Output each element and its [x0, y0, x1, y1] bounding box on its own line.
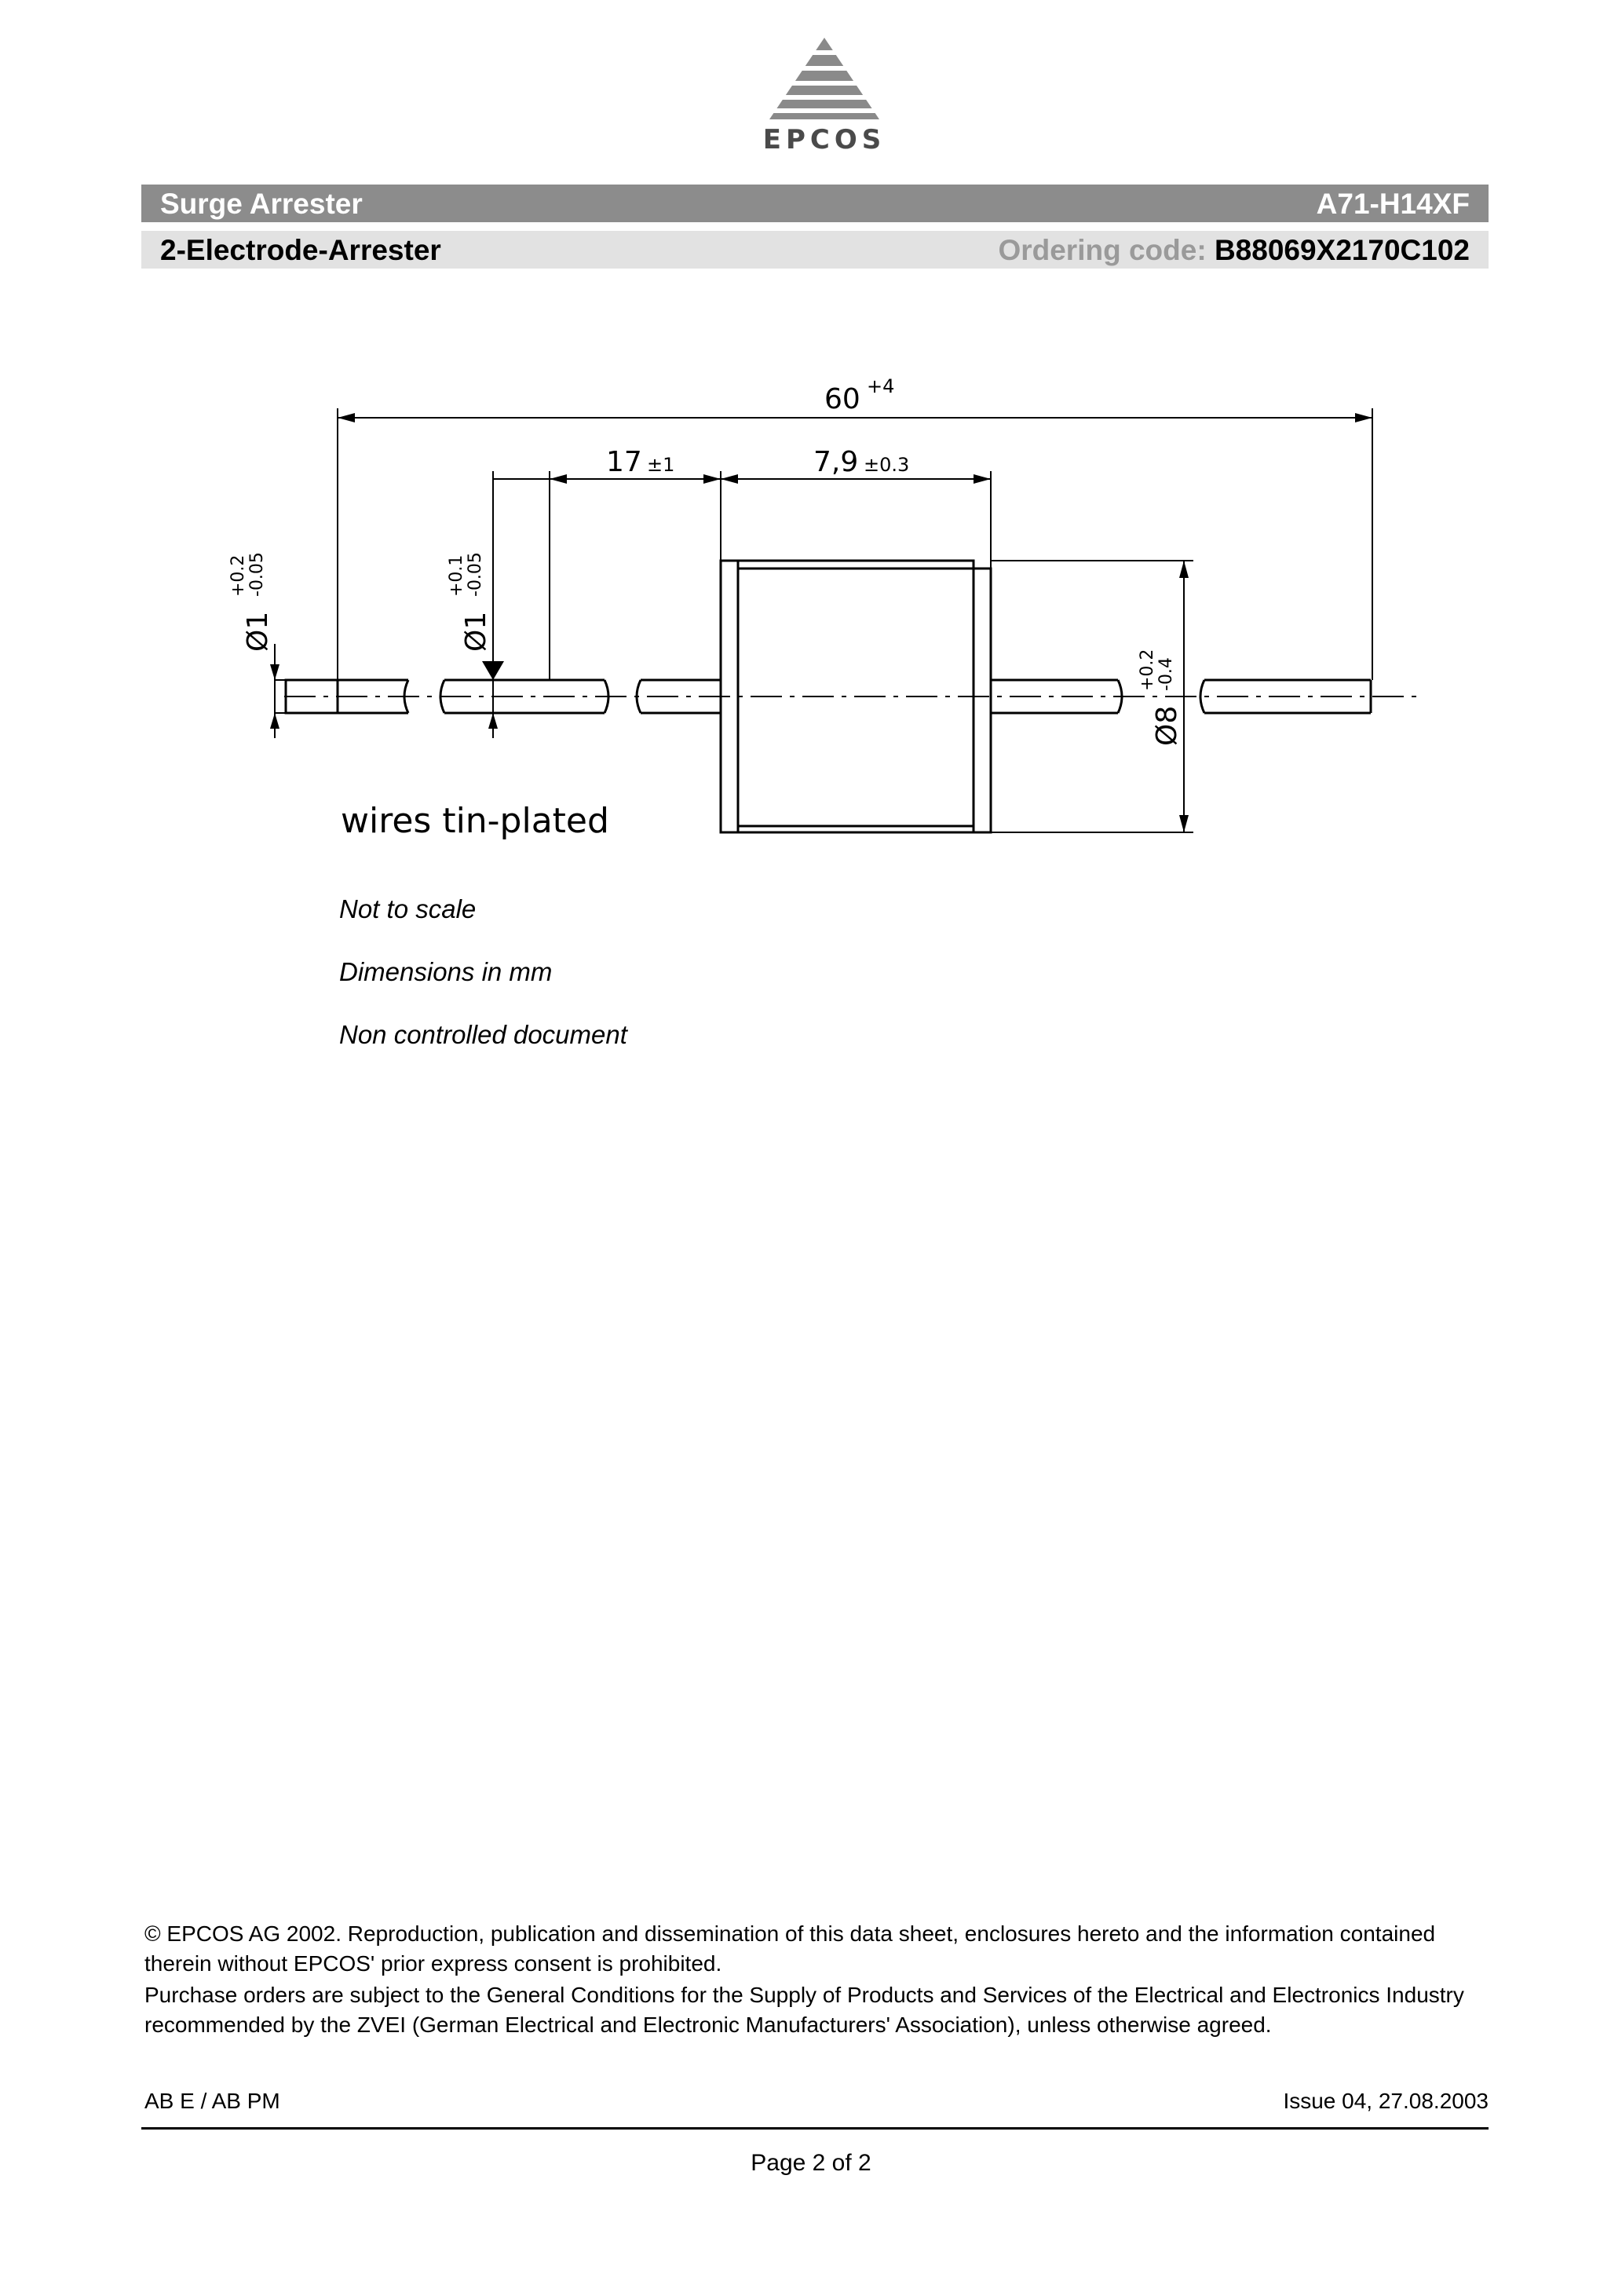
dim-dia-wire1-tol-lower: -0.05 [247, 552, 267, 597]
department-code: AB E / AB PM [144, 2089, 280, 2113]
end-cap-right [974, 569, 991, 832]
note-non-controlled: Non controlled document [339, 1020, 627, 1049]
note-dimensions: Dimensions in mm [339, 957, 553, 986]
dim-body-tolerance: ±0.3 [864, 454, 910, 476]
copyright-text: © EPCOS AG 2002. Reproduction, publication and dissemination of this data sheet, enclosures hereto and the information contained therein without EPCOS' prior express consent is prohibited. [144, 1921, 1436, 1976]
purchase-conditions-text: Purchase orders are subject to the General Conditions for the Supply of Products and Services of the Electrical and Electronics Industry recommended by the ZVEI (German Electrical and Electronic Manufacturers' Association), unless otherwise agreed. [144, 1983, 1464, 2037]
dim-dia-body-tol-lower: -0.4 [1156, 657, 1176, 691]
ordering-code-value: B88069X2170C102 [1214, 234, 1470, 266]
dim-dia-wire1-value: Ø1 [242, 611, 274, 652]
dim-total-tolerance: +4 [867, 375, 895, 397]
dim-dia-wire1-tol-upper: +0.2 [228, 554, 248, 597]
dim-body-value: 7,9 [813, 446, 859, 478]
wire-note: wires tin-plated [341, 801, 609, 841]
dim-dia-body-tol-upper: +0.2 [1138, 649, 1157, 691]
dim-wire-tolerance: ±1 [647, 454, 675, 476]
dim-wire-value: 17 [606, 446, 642, 478]
product-subtitle: 2-Electrode-Arrester [160, 234, 441, 266]
type-code: A71-H14XF [1316, 188, 1470, 220]
issue-date: Issue 04, 27.08.2003 [1283, 2089, 1489, 2113]
page-number: Page 2 of 2 [751, 2150, 871, 2176]
brand-name: EPCOS [762, 124, 886, 155]
footer-divider [141, 2127, 1489, 2130]
drawing-notes [339, 878, 627, 1066]
note-not-to-scale: Not to scale [339, 894, 477, 923]
dim-dia-wire2-tol-upper: +0.1 [447, 554, 466, 597]
ordering-code-label: Ordering code: [998, 234, 1207, 266]
dim-dia-body-value: Ø8 [1151, 705, 1183, 746]
dim-total-value: 60 [824, 383, 860, 415]
dim-dia-wire2-value: Ø1 [460, 611, 492, 652]
product-title: Surge Arrester [160, 188, 363, 220]
dim-dia-wire2-tol-lower: -0.05 [466, 552, 485, 597]
wire-break [1200, 680, 1204, 713]
